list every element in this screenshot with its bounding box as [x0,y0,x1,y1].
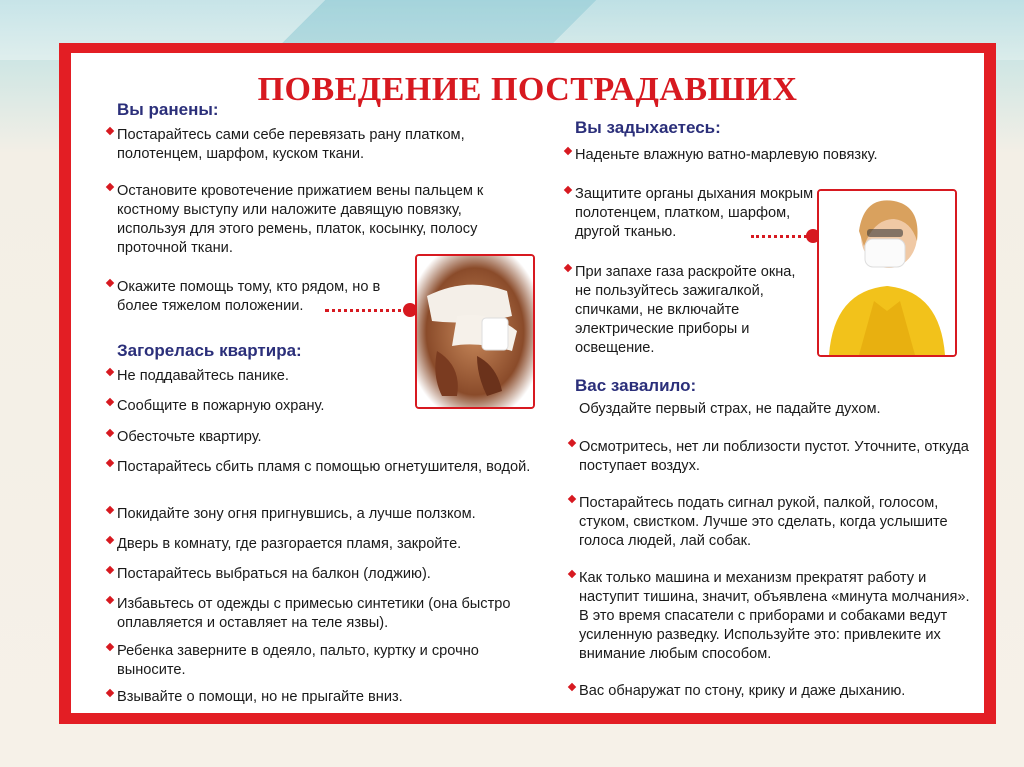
list-item: Защитите органы дыхания мокрым полотенцем, платком, шарфом, другой тканью. [575,185,815,242]
heading-wounded: Вы ранены: [117,100,219,119]
poster-title: ПОВЕДЕНИЕ ПОСТРАДАВШИХ [257,71,798,108]
list-item: Дверь в комнату, где разгорается пламя, закройте. [117,535,547,554]
diamond-bullet-icon [568,495,576,503]
diamond-bullet-icon [106,506,114,514]
diamond-bullet-icon [106,459,114,467]
diamond-bullet-icon [106,398,114,406]
list-item: Постарайтесь выбраться на балкон (лоджию). [117,565,547,584]
diamond-bullet-icon [106,566,114,574]
diamond-bullet-icon [568,570,576,578]
connector-dots [325,309,409,312]
diamond-bullet-icon [106,183,114,191]
diamond-bullet-icon [106,689,114,697]
list-item: Не поддавайтесь панике. [117,367,517,386]
poster-frame [59,43,996,724]
list-item: Окажите помощь тому, кто рядом, но в более тяжелом положении. [117,278,417,316]
diamond-bullet-icon [106,596,114,604]
list-item: Покидайте зону огня пригнувшись, а лучше ползком. [117,505,547,524]
diamond-bullet-icon [564,264,572,272]
diamond-bullet-icon [106,279,114,287]
heading-suffocating: Вы задыхаетесь: [575,118,721,137]
list-item: Ребенка заверните в одеяло, пальто, куртку и срочно выносите. [117,642,537,680]
list-item: Как только машина и механизм прекратят работу и наступит тишина, значит, объявлена «минута молчания». В это время спасатели с приборами и собаками ведут усиленную разведку. Используйте это: привлеките их внимание любым способом. [579,569,971,664]
photo-frame-right [817,189,957,357]
list-item: Наденьте влажную ватно-марлевую повязку. [575,146,955,165]
heading-trapped: Вас завалило: [575,376,697,395]
heading-apartment-fire: Загорелась квартира: [117,341,302,360]
mask-woman-photo-icon [819,191,955,355]
diamond-bullet-icon [106,429,114,437]
list-item: Избавьтесь от одежды с примесью синтетики (она быстро оплавляется и оставляет на теле язвы). [117,595,537,633]
list-item: Постарайтесь сбить пламя с помощью огнетушителя, водой. [117,458,537,477]
diamond-bullet-icon [106,368,114,376]
diamond-bullet-icon [564,147,572,155]
diamond-bullet-icon [106,536,114,544]
poster-body [71,53,984,713]
list-item: Взывайте о помощи, но не прыгайте вниз. [117,688,537,707]
list-item: Сообщите в пожарную охрану. [117,397,517,416]
diamond-bullet-icon [564,186,572,194]
list-item: При запахе газа раскройте окна, не пользуйтесь зажигалкой, спичками, не включайте электрические приборы и освещение. [575,263,815,358]
connector-dots [751,235,807,238]
list-item: Обесточьте квартиру. [117,428,517,447]
list-item: Остановите кровотечение прижатием вены пальцем к костному выступу или наложите давящую повязку, используя для этого ремень, платок, косынку, полосу проточной ткани. [117,182,502,258]
diamond-bullet-icon [568,683,576,691]
diamond-bullet-icon [106,127,114,135]
list-item: Осмотритесь, нет ли поблизости пустот. Уточните, откуда поступает воздух. [579,438,971,476]
diamond-bullet-icon [568,439,576,447]
list-item: Постарайтесь сами себе перевязать рану платком, полотенцем, шарфом, куском ткани. [117,126,507,164]
list-item: Постарайтесь подать сигнал рукой, палкой, голосом, стуком, свистком. Лучше это сделать, когда услышите голоса людей, лай собак. [579,494,964,551]
list-item: Вас обнаружат по стону, крику и даже дыханию. [579,682,971,701]
diamond-bullet-icon [106,643,114,651]
lead-text: Обуздайте первый страх, не падайте духом. [579,401,881,417]
